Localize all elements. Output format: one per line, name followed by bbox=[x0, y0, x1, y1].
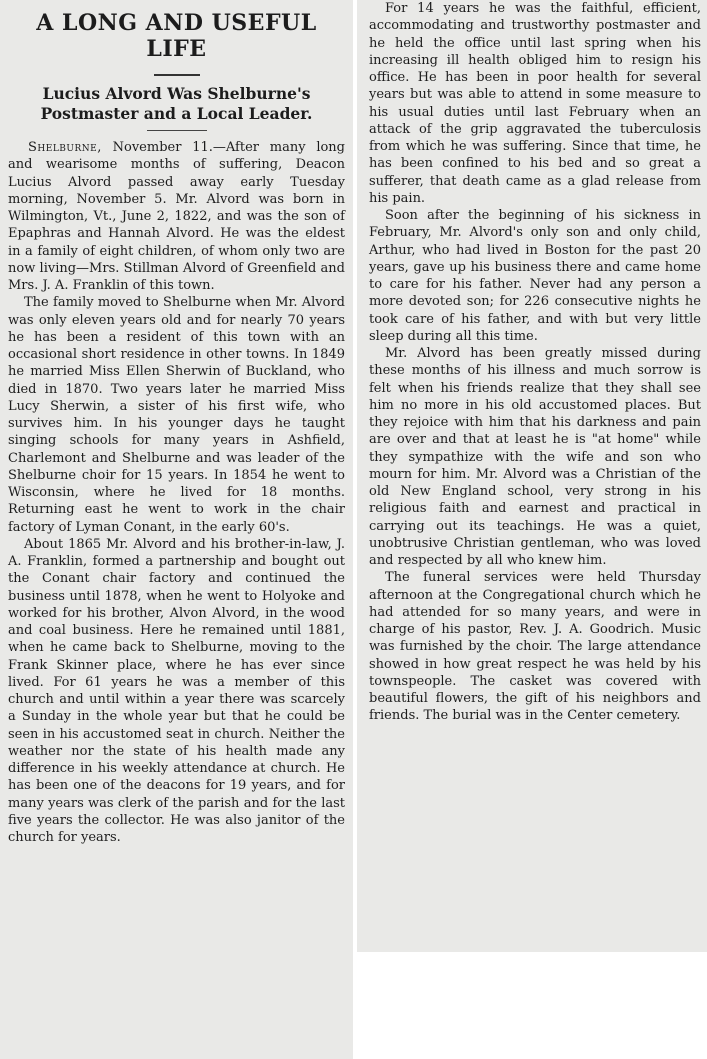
article-paragraph: The funeral services were held Thursday afternoon at the Congregational church which he had attended for so many years, and were in charge of his pastor, Rev. J. A. Goodrich. Music was furnished by the choir. The large attendance showed in how great respect he was held by his townspeople. The casket was covered with beautiful flowers, the gift of his neighbors and friends. The burial was in the Center cemetery. bbox=[369, 570, 701, 724]
headline-rule bbox=[154, 74, 200, 76]
article-paragraph: For 14 years he was the faithful, efficient, accommodating and trustworthy postmaster and he held the office until last spring when his increasing ill health obliged him to resign his office. He has been in poor health for several years but was able to attend in some measure to his usual duties until last February when an attack of the grip aggravated the tuberculosis from which he was suffering. Since that time, he has been confined to his bed and so great a sufferer, that death came as a glad release from his pain. bbox=[369, 1, 701, 206]
article-paragraph: Mr. Alvord has been greatly missed during these months of his illness and much sorrow is felt when his friends realize that they shall see him no more in his old accustomed places. But they rejoice with him that his darkness and pain are over and that at least he is "at home" while they sympathize with the wife and son who mourn for him. Mr. Alvord was a Christian of the old New England school, very strong in his religious faith and earnest and practical in carrying out its teachings. He was a quiet, unobtrusive Christian gentleman, who was loved and respected by all who knew him. bbox=[369, 346, 701, 568]
paragraph-text: November 11.—After many long and wearisome months of suffering, Deacon Lucius Alvord passed away early Tuesday morning, November 5. Mr. Alvord was born in Wilmington, Vt., June 2, 1822, and was the son of Epaphras and Hannah Alvord. He was the eldest in a family of eight children, of whom only two are now living—Mrs. Stillman Alvord of Greenfield and Mrs. J. A. Franklin of this town. bbox=[8, 140, 345, 293]
subheadline: Lucius Alvord Was Shelburne's Postmaster and a Local Leader. bbox=[40, 84, 313, 123]
headline: A LONG AND USEFUL LIFE bbox=[36, 10, 317, 62]
left-column bbox=[0, 0, 353, 1059]
article-paragraph: About 1865 Mr. Alvord and his brother-in-law, J. A. Franklin, formed a partnership and bought out the Conant chair factory and continued the business until 1878, when he went to Holyoke and worked for his brother, Alvon Alvord, in the wood and coal business. Here he remained until 1881, when he came back to Shelburne, moving to the Frank Skinner place, where he has ever since lived. For 61 years he was a member of this church and until within a year there was scarcely a Sunday in the whole year but that he could be seen in his accustomed seat in church. Neither the weather nor the state of his health made any difference in his weekly attendance at church. He has been one of the deacons for 19 years, and for many years was clerk of the parish and for the last five years the collector. He was also janitor of the church for years. bbox=[8, 536, 345, 845]
article-paragraph: The family moved to Shelburne when Mr. Alvord was only eleven years old and for nearly 70 years he has been a resident of this town with an occasional short residence in other towns. In 1849 he married Miss Ellen Sherwin of Buckland, who died in 1870. Two years later he married Miss Lucy Sherwin, a sister of his first wife, who survives him. In his younger days he taught singing schools for many years in Ashfield, Charlemont and Shelburne and was leader of the Shelburne choir for 15 years. In 1854 he went to Wisconsin, where he lived for 18 months. Returning east he went to work in the chair factory of Lyman Conant, in the early 60's. bbox=[8, 295, 345, 535]
right-column bbox=[357, 0, 707, 952]
subheadline-rule bbox=[147, 130, 207, 131]
dateline: Shelburne, bbox=[28, 140, 102, 155]
article-paragraph: Soon after the beginning of his sickness in February, Mr. Alvord's only son and only child, Arthur, who had lived in Boston for the past 20 years, gave up his business there and came home to care for his father. Never had any person a more devoted son; for 226 consecutive nights he took care of his father, and with but very little sleep during all this time. bbox=[369, 208, 701, 344]
article-paragraph bbox=[8, 139, 345, 294]
